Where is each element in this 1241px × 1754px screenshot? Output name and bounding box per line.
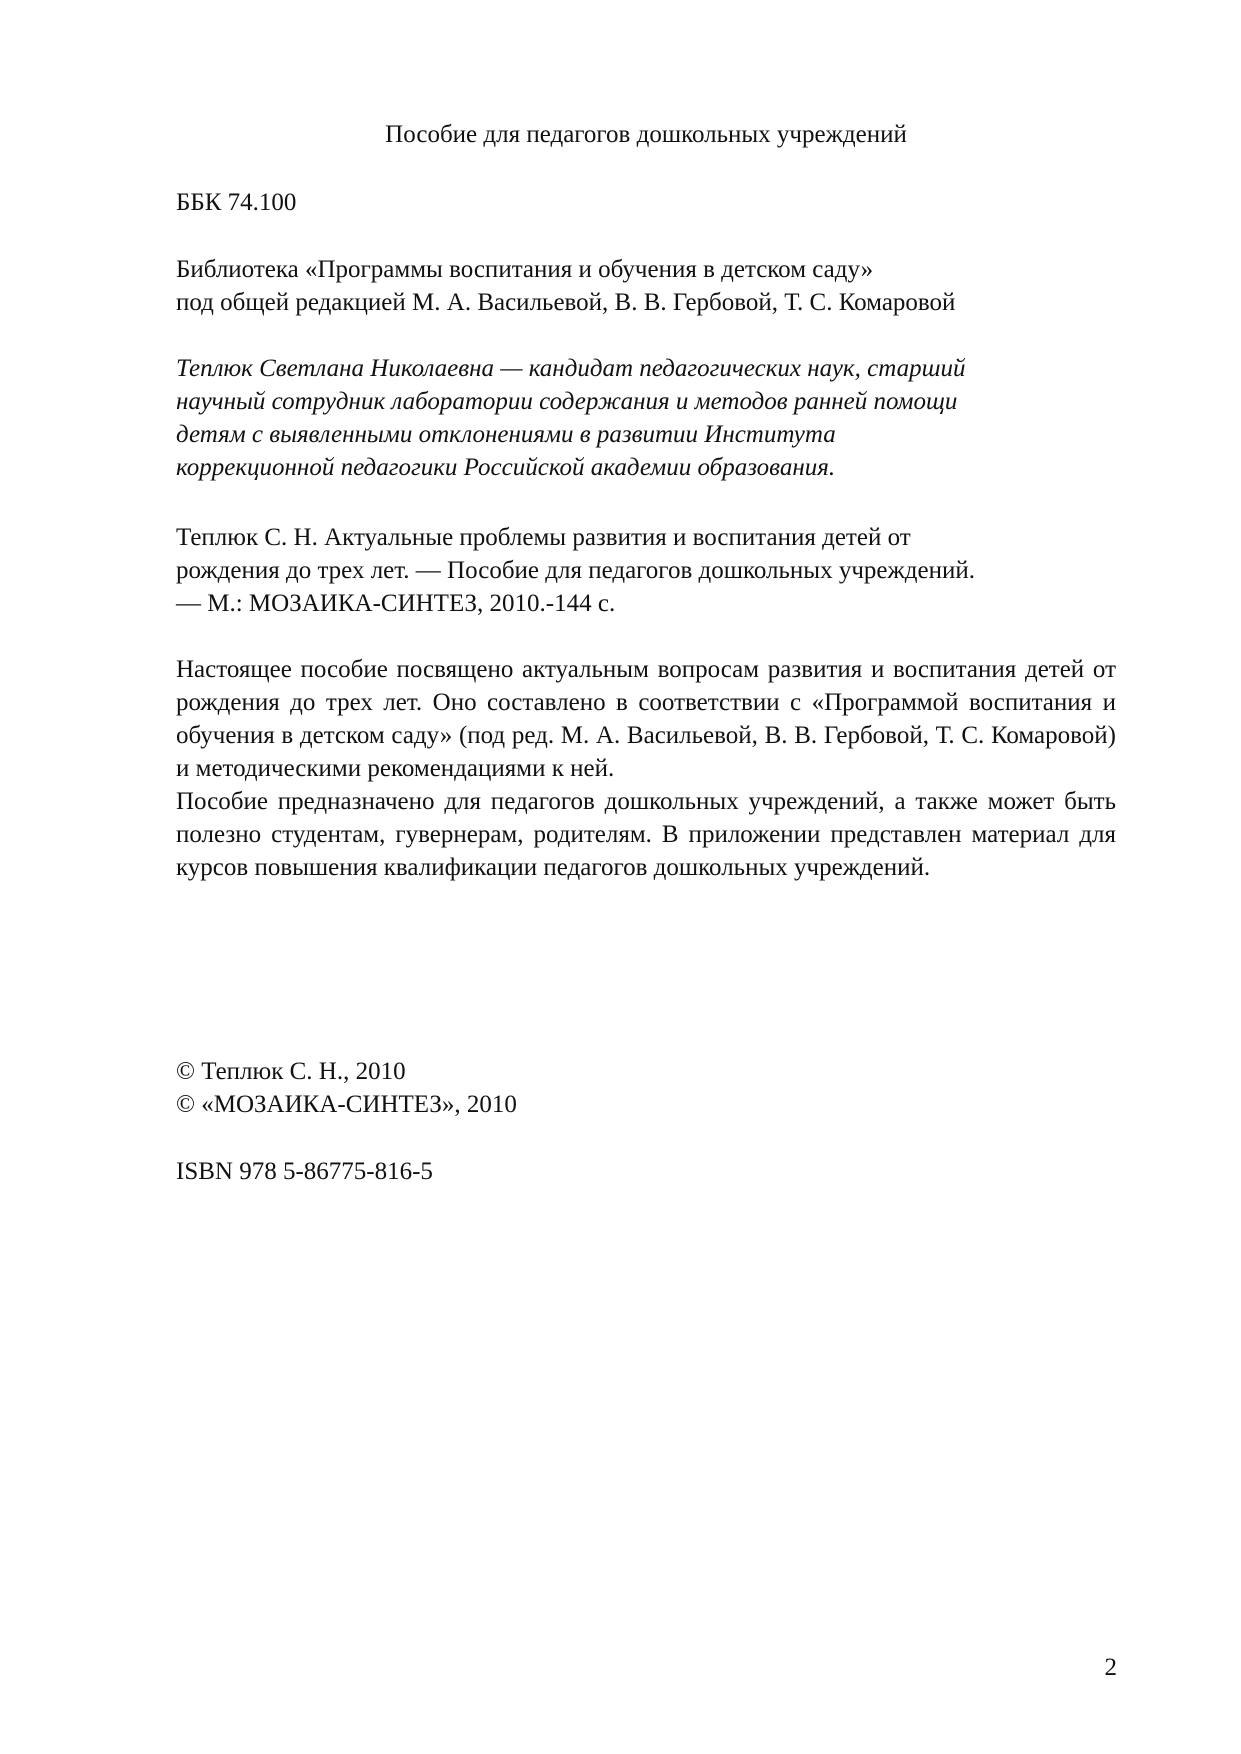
bibliographic-citation <box>176 521 1116 620</box>
document-subtitle <box>176 118 1116 151</box>
citation-line-3: — М.: МОЗАИКА-СИНТЕЗ, 2010.-144 с. <box>176 590 616 617</box>
author-bio-line-2: научный сотрудник лаборатории содержания и методов ранней помощи <box>176 388 958 415</box>
library-line-2: под общей редакцией М. А. Васильевой, В. В. Гербовой, Т. С. Комаровой <box>176 289 956 316</box>
copyright-line-2: © «МОЗАИКА-СИНТЕЗ», 2010 <box>176 1091 517 1118</box>
citation-line-1: Теплюк С. Н. Актуальные проблемы развития и воспитания детей от <box>176 524 911 551</box>
author-bio-line-1: Теплюк Светлана Николаевна — кандидат педагогических наук, старший <box>176 355 966 382</box>
bbk-code <box>176 186 1116 219</box>
annotation-paragraph-2: Пособие предназначено для педагогов дошкольных учреждений, а также может быть полезно студентам, гувернерам, родителям. В приложении представлен материал для курсов повышения квалификации педагогов дошкольных учреждений. <box>176 788 1116 881</box>
isbn-text: ISBN 978 5-86775-816-5 <box>176 1158 433 1185</box>
annotation <box>176 653 1116 884</box>
author-bio <box>176 352 1116 484</box>
isbn <box>176 1155 1116 1188</box>
citation-line-2: рождения до трех лет. — Пособие для педагогов дошкольных учреждений. <box>176 557 975 584</box>
copyright-notice <box>176 1055 1116 1121</box>
library-line-1: Библиотека «Программы воспитания и обучения в детском саду» <box>176 256 874 283</box>
author-bio-line-3: детям с выявленными отклонениями в развитии Института <box>176 421 836 448</box>
annotation-paragraph-1: Настоящее пособие посвящено актуальным вопросам развития и воспитания детей от рождения до трех лет. Оно составлено в соответствии с «Программой воспитания и обучения в детском саду» (под ред. М. А. Васильевой, В. В. Гербовой, Т. С. Комаровой) и методическими рекомендациями к ней. <box>176 656 1116 782</box>
subtitle-text: Пособие для педагогов дошкольных учреждений <box>385 121 907 148</box>
library-series <box>176 253 1116 319</box>
copyright-line-1: © Теплюк С. Н., 2010 <box>176 1058 406 1085</box>
page-number: 2 <box>1104 1654 1117 1681</box>
author-bio-line-4: коррекционной педагогики Российской академии образования. <box>176 454 836 481</box>
bbk-text: ББК 74.100 <box>176 189 297 216</box>
